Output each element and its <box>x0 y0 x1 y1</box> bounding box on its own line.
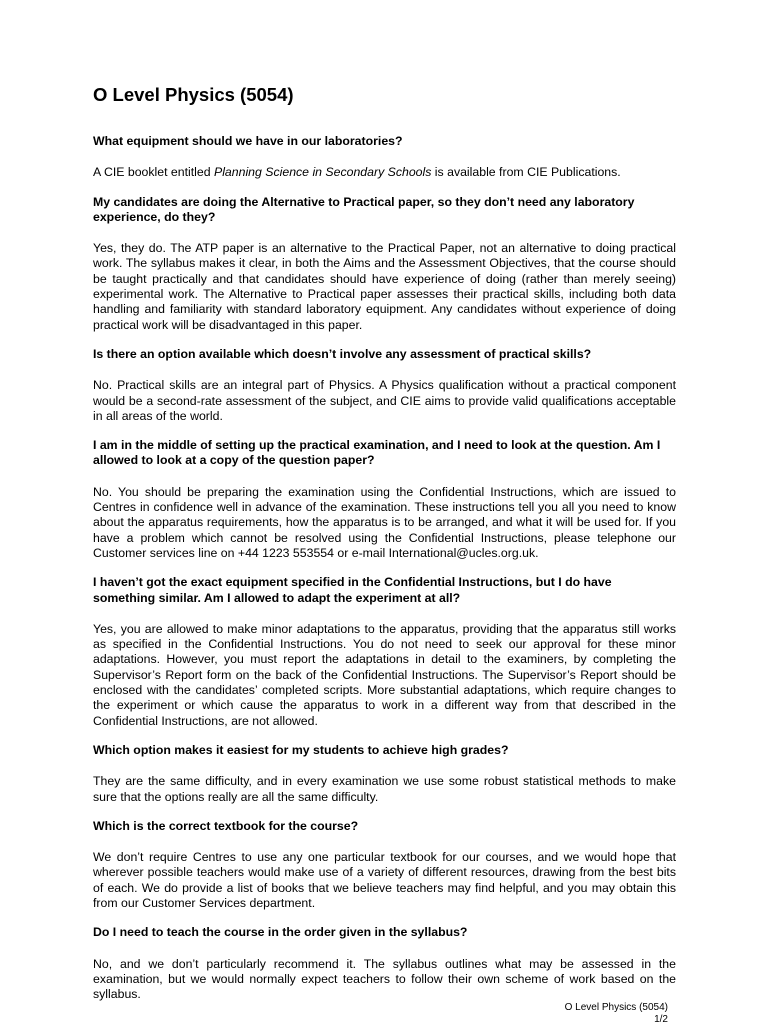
faq-answer: No. Practical skills are an integral part of Physics. A Physics qualification without a practical component would be a second-rate assessment of the subject, and CIE aims to provide valid qualifications acceptable in all areas of the world. <box>93 378 676 423</box>
faq-question: I haven’t got the exact equipment specified in the Confidential Instructions, but I do have something similar. Am I allowed to adapt the experiment at all? <box>93 575 612 605</box>
faq-answer: They are the same difficulty, and in every examination we use some robust statistical methods to make sure that the options really are all the same difficulty. <box>93 774 676 804</box>
faq-section <box>93 134 676 181</box>
faq-section <box>93 195 676 333</box>
footer-title: O Level Physics (5054) <box>564 1002 668 1013</box>
faq-question: Which is the correct textbook for the course? <box>93 818 359 833</box>
page-title: O Level Physics (5054) <box>93 84 294 105</box>
faq-content <box>93 134 676 1002</box>
faq-answer: No. You should be preparing the examination using the Confidential Instructions, which are issued to Centres in confidence well in advance of the examination. These instructions tell you all you need to know about the apparatus requirements, how the apparatus is to be arranged, and what it will be used for. If you have a problem which cannot be resolved using the Confidential Instructions, please telephone our Customer services line on +44 1223 553554 or e-mail International@ucles.org.uk. <box>93 484 676 560</box>
faq-section <box>93 347 676 424</box>
faq-question: Is there an option available which doesn’t involve any assessment of practical skills? <box>93 346 592 361</box>
faq-answer: No, and we don’t particularly recommend it. The syllabus outlines what may be assessed in the examination, but we would normally expect teachers to follow their own scheme of work based on the syllabus. <box>93 956 676 1002</box>
faq-answer: We don’t require Centres to use any one particular textbook for our courses, and we would hope that wherever possible teachers would make use of a variety of different resources, drawing from the best bits of each. We do provide a list of books that we believe teachers may find helpful, and you may obtain this from our Customer Services department. <box>93 850 676 910</box>
faq-question: Which option makes it easiest for my students to achieve high grades? <box>93 742 509 757</box>
faq-answer <box>93 165 676 180</box>
page-number: 1/2 <box>654 1014 668 1025</box>
page-footer <box>565 1002 668 1026</box>
faq-section <box>93 925 676 1002</box>
faq-question: What equipment should we have in our laboratories? <box>93 134 403 148</box>
booklet-title: Planning Science in Secondary Schools <box>214 165 432 180</box>
faq-question: My candidates are doing the Alternative to Practical paper, so they don’t need any laboratory experience, do they? <box>93 194 635 224</box>
faq-section <box>93 743 676 805</box>
faq-section <box>93 438 676 561</box>
faq-answer: Yes, you are allowed to make minor adaptations to the apparatus, providing that the apparatus still works as specified in the Confidential Instructions. You do not need to seek our approval for these minor adaptations. However, you must report the adaptations in detail to the examiners, by completing the Supervisor’s Report form on the back of the Confidential Instructions. The Supervisor’s Report should be enclosed with the candidates’ completed scripts. More substantial adaptations, which require changes to the experiment or which cause the apparatus to work in a different way from that described in the Confidential Instructions, are not allowed. <box>93 621 676 728</box>
answer-text: A CIE booklet entitled <box>93 165 214 180</box>
faq-question: I am in the middle of setting up the practical examination, and I need to look at the question. Am I allowed to look at a copy of the question paper? <box>93 438 661 468</box>
faq-section <box>93 575 676 729</box>
answer-text: is available from CIE Publications. <box>431 165 621 180</box>
faq-section <box>93 819 676 911</box>
faq-answer: Yes, they do. The ATP paper is an alternative to the Practical Paper, not an alternative to doing practical work. The syllabus makes it clear, in both the Aims and the Assessment Objectives, that the course should be taught practically and that candidates should have experience of doing (rather than merely seeing) experimental work. The Alternative to Practical paper assesses their practical skills, including both data handling and familiarity with standard laboratory equipment. Any candidates without experience of doing practical work will be disadvantaged in this paper. <box>93 241 676 332</box>
faq-question: Do I need to teach the course in the order given in the syllabus? <box>93 925 468 940</box>
